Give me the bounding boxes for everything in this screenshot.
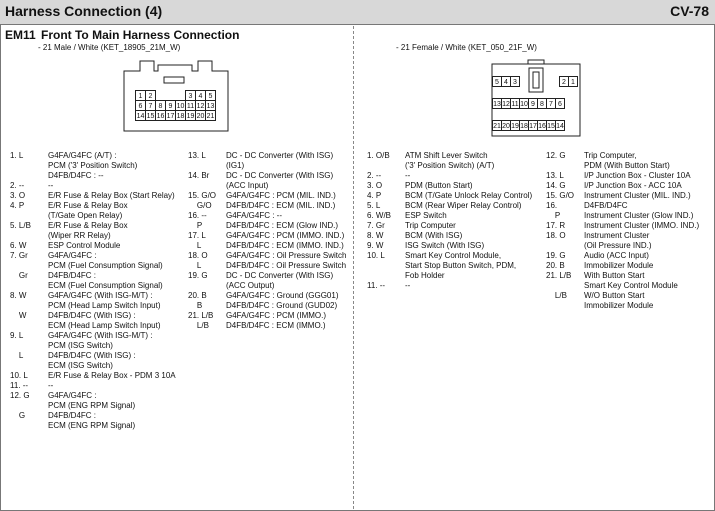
pin: 21 xyxy=(205,110,216,121)
pin-description: (T/Gate Open Relay) xyxy=(48,211,123,220)
pin: 20 xyxy=(195,110,206,121)
pin: 7 xyxy=(546,98,556,109)
column-divider xyxy=(353,26,354,509)
pin: 4 xyxy=(501,76,511,87)
pin-description-row xyxy=(367,201,532,211)
pin: 17 xyxy=(528,120,538,131)
pin-number: 11. -- xyxy=(367,281,386,290)
pin-description-row xyxy=(10,171,176,181)
pin-description: D4FB/D4FC : xyxy=(48,271,97,280)
pin-description: G4FA/G4FC : PCM (IMMO. IND.) xyxy=(226,231,345,240)
pin-description-row xyxy=(546,201,699,211)
right-connector-caption: - 21 Female / White (KET_050_21F_W) xyxy=(396,43,537,52)
pin-description-row xyxy=(367,191,532,201)
pin: 14 xyxy=(135,110,146,121)
pin-description: DC - DC Converter (With ISG) xyxy=(226,271,334,280)
pin-description-row xyxy=(546,211,699,221)
pin-description-row xyxy=(10,301,176,311)
pin-description-row xyxy=(188,201,346,211)
section-title: Front To Main Harness Connection xyxy=(41,28,240,42)
pin-description: ECM (ISG Switch) xyxy=(48,361,113,370)
pin: 16 xyxy=(155,110,166,121)
pin: 2 xyxy=(559,76,569,87)
pin-number: 20. B xyxy=(546,261,565,270)
pin-description: -- xyxy=(405,171,411,180)
pin-number xyxy=(546,281,584,291)
pin: 11 xyxy=(510,98,520,109)
pin: 5 xyxy=(205,90,216,101)
pin-number: 6. W xyxy=(10,241,27,250)
pin-description-row xyxy=(188,231,346,241)
pin-description: E/R Fuse & Relay Box (Start Relay) xyxy=(48,191,175,200)
pin-description-row xyxy=(188,161,346,171)
pin-description: PCM (ISG Switch) xyxy=(48,341,113,350)
pin-number xyxy=(10,401,48,411)
pin-number: 7. Gr xyxy=(10,251,28,260)
left-pin-list-1 xyxy=(10,151,176,431)
pin-number xyxy=(546,241,584,251)
pin-number xyxy=(188,181,226,191)
pin-number: B xyxy=(188,301,203,310)
pin-description: (Oil Pressure IND.) xyxy=(584,241,652,250)
pin-number xyxy=(10,171,48,181)
pin-description-row xyxy=(367,281,532,291)
pin-description-row xyxy=(188,171,346,181)
pin: 8 xyxy=(155,100,166,111)
male-pin-row-3 xyxy=(135,110,215,121)
pin-number: 1. O/B xyxy=(367,151,390,160)
pin-description-row xyxy=(10,151,176,161)
pin: 12 xyxy=(501,98,511,109)
pin: 1 xyxy=(568,76,578,87)
pin-description: Smart Key Control Module xyxy=(584,281,678,290)
left-connector-caption: - 21 Male / White (KET_18905_21M_W) xyxy=(38,43,181,52)
pin-description: (ACC Input) xyxy=(226,181,269,190)
pin-description-row xyxy=(10,381,176,391)
pin-number xyxy=(367,271,405,281)
pin-description-row xyxy=(546,261,699,271)
right-pin-list-2 xyxy=(546,151,699,311)
pin-number xyxy=(10,231,48,241)
pin: 1 xyxy=(135,90,146,101)
pin-description: DC - DC Converter (With ISG) xyxy=(226,151,334,160)
pin: 3 xyxy=(510,76,520,87)
pin-description-row xyxy=(10,281,176,291)
pin: 3 xyxy=(185,90,196,101)
pin-description: BCM (With ISG) xyxy=(405,231,463,240)
pin: 6 xyxy=(135,100,146,111)
pin-description: PCM ('3' Position Switch) xyxy=(48,161,138,170)
pin-description: Smart Key Control Module, xyxy=(405,251,502,260)
pin-number: 9. L xyxy=(10,331,24,340)
pin: 2 xyxy=(145,90,156,101)
pin-number: 14. G xyxy=(546,181,566,190)
pin-number: 4. P xyxy=(367,191,382,200)
pin: 13 xyxy=(205,100,216,111)
pin-description-row xyxy=(546,301,699,311)
pin: 6 xyxy=(555,98,565,109)
pin-number xyxy=(10,261,48,271)
pin-description-row xyxy=(10,351,176,361)
pin-number xyxy=(10,301,48,311)
pin-number xyxy=(367,261,405,271)
pin: 13 xyxy=(492,98,502,109)
pin-description: G4FA/G4FC : xyxy=(48,391,97,400)
female-pin-row-mid xyxy=(492,98,564,109)
pin-description: Trip Computer xyxy=(405,221,456,230)
pin-description: G4FA/G4FC (With ISG-M/T) : xyxy=(48,291,153,300)
pin-description-row xyxy=(10,241,176,251)
pin-description-row xyxy=(367,231,532,241)
pin: 19 xyxy=(185,110,196,121)
pin-description: ESP Control Module xyxy=(48,241,121,250)
pin-description-row xyxy=(188,151,346,161)
pin-number: 4. P xyxy=(10,201,25,210)
pin-description-row xyxy=(367,181,532,191)
pin-description-row xyxy=(367,151,532,161)
pin-description-row xyxy=(188,221,346,231)
pin-number xyxy=(546,301,584,311)
pin-description: -- xyxy=(48,181,54,190)
pin-description-row xyxy=(188,251,346,261)
pin: 8 xyxy=(537,98,547,109)
pin-description-row xyxy=(188,271,346,281)
pin: 20 xyxy=(501,120,511,131)
pin-description-row xyxy=(10,341,176,351)
pin-description-row xyxy=(188,291,346,301)
pin-description-row xyxy=(10,181,176,191)
pin-description: (Wiper RR Relay) xyxy=(48,231,111,240)
pin-number: G/O xyxy=(188,201,212,210)
pin-description-row xyxy=(546,191,699,201)
pin-number: L xyxy=(188,241,202,250)
pin-number xyxy=(188,161,226,171)
pin: 12 xyxy=(195,100,206,111)
pin-description-row xyxy=(367,161,532,171)
pin-description: DC - DC Converter (With ISG) xyxy=(226,171,334,180)
pin-description-row xyxy=(546,291,699,301)
pin-number: L/B xyxy=(188,321,209,330)
pin-description-row xyxy=(188,261,346,271)
pin-description: ATM Shift Lever Switch xyxy=(405,151,488,160)
pin-description: I/P Junction Box - ACC 10A xyxy=(584,181,682,190)
pin-description: ECM (Fuel Consumption Signal) xyxy=(48,281,163,290)
pin-number xyxy=(10,211,48,221)
pin-description: E/R Fuse & Relay Box xyxy=(48,221,128,230)
pin-number: L/B xyxy=(546,291,567,300)
pin-description: PCM (ENG RPM Signal) xyxy=(48,401,136,410)
pin-number: 10. L xyxy=(10,371,28,380)
pin-description: D4FB/D4FC : -- xyxy=(48,171,104,180)
pin-description-row xyxy=(367,251,532,261)
pin-number: 15. G/O xyxy=(188,191,217,200)
pin-description-row xyxy=(10,251,176,261)
pin: 9 xyxy=(528,98,538,109)
pin-description: Start Stop Button Switch, PDM, xyxy=(405,261,517,270)
pin-description: PCM (Fuel Consumption Signal) xyxy=(48,261,163,270)
pin-description-row xyxy=(546,241,699,251)
pin-description: Audio (ACC Input) xyxy=(584,251,649,260)
pin-number xyxy=(10,361,48,371)
pin-description-row xyxy=(10,331,176,341)
pin: 15 xyxy=(145,110,156,121)
pin-number: P xyxy=(546,211,561,220)
pin-description-row xyxy=(10,411,176,421)
pin-number: 16. xyxy=(546,201,558,210)
pin-description: D4FB/D4FC : ECM (Glow IND.) xyxy=(226,221,339,230)
pin-description-row xyxy=(367,241,532,251)
pin-description: ESP Switch xyxy=(405,211,447,220)
pin-number xyxy=(10,321,48,331)
pin-description: ECM (Head Lamp Switch Input) xyxy=(48,321,161,330)
pin-description-row xyxy=(367,211,532,221)
pin-description: G4FA/G4FC (A/T) : xyxy=(48,151,117,160)
pin-description: D4FB/D4FC : ECM (IMMO. IND.) xyxy=(226,241,344,250)
pin-description-row xyxy=(546,231,699,241)
pin: 19 xyxy=(510,120,520,131)
pin-description-row xyxy=(188,281,346,291)
pin-description: (ACC Output) xyxy=(226,281,275,290)
pin-number: 17. L xyxy=(188,231,206,240)
pin-description-row xyxy=(188,211,346,221)
pin: 17 xyxy=(165,110,176,121)
pin-description-row xyxy=(188,301,346,311)
pin-description-row xyxy=(546,161,699,171)
pin-number: 11. -- xyxy=(10,381,29,390)
pin: 16 xyxy=(537,120,547,131)
pin-number: 21. L/B xyxy=(188,311,214,320)
pin-description: BCM (Rear Wiper Relay Control) xyxy=(405,201,522,210)
pin-number xyxy=(10,161,48,171)
pin-number: 3. O xyxy=(10,191,26,200)
pin-number: 9. W xyxy=(367,241,384,250)
pin-description-row xyxy=(546,221,699,231)
pin-number: 17. R xyxy=(546,221,566,230)
pin-description: I/P Junction Box - Cluster 10A xyxy=(584,171,691,180)
pin-description-row xyxy=(367,171,532,181)
page-header xyxy=(0,0,715,25)
pin-number xyxy=(546,161,584,171)
pin-description: (IG1) xyxy=(226,161,245,170)
pin-description: PDM (Button Start) xyxy=(405,181,473,190)
pin-number: 2. -- xyxy=(367,171,382,180)
female-pin-row-top-left xyxy=(492,76,519,87)
pin-description: G4FA/G4FC : PCM (IMMO.) xyxy=(226,311,327,320)
pin-description: G4FA/G4FC (With ISG-M/T) : xyxy=(48,331,153,340)
pin-number: 13. L xyxy=(188,151,206,160)
pin-description-row xyxy=(10,311,176,321)
pin: 18 xyxy=(175,110,186,121)
pin-description: PDM (With Button Start) xyxy=(584,161,670,170)
pin-description-row xyxy=(546,171,699,181)
pin-description-row xyxy=(10,361,176,371)
pin-description: ISG Switch (With ISG) xyxy=(405,241,485,250)
pin: 14 xyxy=(555,120,565,131)
pin-description-row xyxy=(10,211,176,221)
pin-description-row xyxy=(546,181,699,191)
pin-description-row xyxy=(546,271,699,281)
connector-code: EM11 xyxy=(5,28,36,42)
pin-description: D4FB/D4FC (With ISG) : xyxy=(48,351,136,360)
pin-description: Instrument Cluster (Glow IND.) xyxy=(584,211,694,220)
pin-number: 1. L xyxy=(10,151,24,160)
page-title: Harness Connection (4) xyxy=(5,3,163,19)
pin-description: G4FA/G4FC : Ground (GGG01) xyxy=(226,291,339,300)
pin-description: With Button Start xyxy=(584,271,645,280)
pin-description: G4FA/G4FC : -- xyxy=(226,211,283,220)
pin-description: W/O Button Start xyxy=(584,291,645,300)
pin-number: G xyxy=(10,411,26,420)
pin-description: D4FB/D4FC : Oil Pressure Switch xyxy=(226,261,347,270)
pin-description: D4FB/D4FC : xyxy=(48,411,97,420)
pin-number: 19. G xyxy=(546,251,566,260)
pin-description: D4FB/D4FC : ECM (MIL. IND.) xyxy=(226,201,336,210)
pin-description-row xyxy=(10,371,176,381)
pin-number xyxy=(10,421,48,431)
pin: 10 xyxy=(175,100,186,111)
pin-description-row xyxy=(188,311,346,321)
pin-number: 21. L/B xyxy=(546,271,572,280)
pin-number: 12. G xyxy=(10,391,30,400)
pin-description-row xyxy=(10,261,176,271)
pin-description: G4FA/G4FC : xyxy=(48,251,97,260)
pin-description: -- xyxy=(405,281,411,290)
pin-description: -- xyxy=(48,381,54,390)
pin-number xyxy=(10,281,48,291)
pin-description-row xyxy=(546,281,699,291)
pin-description-row xyxy=(10,391,176,401)
pin-description-row xyxy=(546,151,699,161)
pin-description-row xyxy=(10,321,176,331)
pin-number xyxy=(10,341,48,351)
pin-description-row xyxy=(188,191,346,201)
pin-description-row xyxy=(10,191,176,201)
pin-description-row xyxy=(367,261,532,271)
pin-description: Instrument Cluster xyxy=(584,231,650,240)
pin-description: D4FB/D4FC : Ground (GUD02) xyxy=(226,301,338,310)
pin-description: ECM (ENG RPM Signal) xyxy=(48,421,136,430)
pin-description-row xyxy=(188,181,346,191)
pin-description: BCM (T/Gate Unlock Relay Control) xyxy=(405,191,533,200)
pin-description: E/R Fuse & Relay Box xyxy=(48,201,128,210)
pin-number: 13. L xyxy=(546,171,564,180)
pin-description-row xyxy=(10,161,176,171)
female-pin-row-bottom xyxy=(492,120,564,131)
pin: 18 xyxy=(519,120,529,131)
pin-description-row xyxy=(188,241,346,251)
pin-description: E/R Fuse & Relay Box - PDM 3 10A xyxy=(48,371,176,380)
pin-number: 8. W xyxy=(367,231,384,240)
pin-description: G4FA/G4FC : Oil Pressure Switch xyxy=(226,251,347,260)
pin-description: Immobilizer Module xyxy=(584,301,654,310)
pin: 7 xyxy=(145,100,156,111)
pin-number: 14. Br xyxy=(188,171,210,180)
pin-number: 19. G xyxy=(188,271,208,280)
page-number: CV-78 xyxy=(670,3,709,19)
pin-number: 6. W/B xyxy=(367,211,392,220)
pin-number: 10. L xyxy=(367,251,385,260)
pin-number: W xyxy=(10,311,27,320)
pin-description: Fob Holder xyxy=(405,271,445,280)
pin-number xyxy=(188,281,226,291)
pin-description-row xyxy=(546,251,699,261)
pin-number: 18. O xyxy=(188,251,208,260)
pin-number: L xyxy=(188,261,202,270)
pin-description: G4FA/G4FC : PCM (MIL. IND.) xyxy=(226,191,336,200)
pin-number: 5. L xyxy=(367,201,381,210)
pin-number: 15. G/O xyxy=(546,191,575,200)
pin-number: 12. G xyxy=(546,151,566,160)
pin-description: Immobilizer Module xyxy=(584,261,654,270)
pin-number: 16. -- xyxy=(188,211,207,220)
pin-number: 18. O xyxy=(546,231,566,240)
pin-description: D4FB/D4FC (With ISG) : xyxy=(48,311,136,320)
pin-description: Instrument Cluster (IMMO. IND.) xyxy=(584,221,700,230)
pin-number: Gr xyxy=(10,271,28,280)
pin: 15 xyxy=(546,120,556,131)
pin-description-row xyxy=(10,201,176,211)
left-pin-list-2 xyxy=(188,151,346,331)
pin-description-row xyxy=(10,291,176,301)
pin-description: D4FB/D4FC xyxy=(584,201,628,210)
pin-number: 2. -- xyxy=(10,181,25,190)
pin-description-row xyxy=(188,321,346,331)
pin: 4 xyxy=(195,90,206,101)
pin-number: L xyxy=(10,351,24,360)
pin-description-row xyxy=(10,421,176,431)
pin: 11 xyxy=(185,100,196,111)
pin: 9 xyxy=(165,100,176,111)
pin-description-row xyxy=(10,401,176,411)
pin-description: ('3' Position Switch) (A/T) xyxy=(405,161,495,170)
pin-description: PCM (Head Lamp Switch Input) xyxy=(48,301,161,310)
pin: 5 xyxy=(492,76,502,87)
pin-number: 3. O xyxy=(367,181,383,190)
female-pin-row-top-right xyxy=(559,76,577,87)
pin-number: P xyxy=(188,221,203,230)
pin-number xyxy=(367,161,405,171)
pin-description-row xyxy=(367,271,532,281)
pin-number: 7. Gr xyxy=(367,221,385,230)
pin-description: Instrument Cluster (MIL. IND.) xyxy=(584,191,691,200)
pin-description-row xyxy=(10,221,176,231)
pin-description: D4FB/D4FC : ECM (IMMO.) xyxy=(226,321,326,330)
pin-number: 20. B xyxy=(188,291,207,300)
pin-description-row xyxy=(367,221,532,231)
pin-number: 5. L/B xyxy=(10,221,31,230)
pin-description-row xyxy=(10,231,176,241)
pin-description-row xyxy=(10,271,176,281)
pin: 10 xyxy=(519,98,529,109)
right-pin-list-1 xyxy=(367,151,532,291)
pin: 21 xyxy=(492,120,502,131)
pin-number: 8. W xyxy=(10,291,27,300)
pin-description: Trip Computer, xyxy=(584,151,637,160)
